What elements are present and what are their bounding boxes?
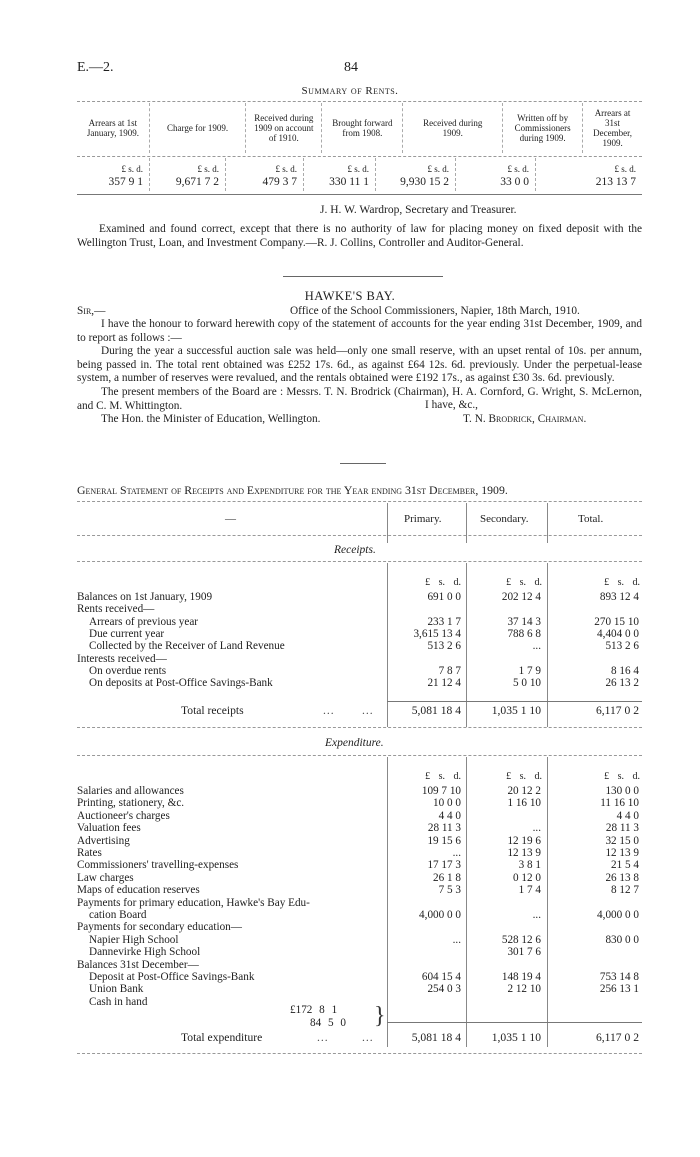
expenditure-label: Auctioneer's charges xyxy=(77,809,170,822)
receipts-label: Balances on 1st January, 1909 xyxy=(77,591,213,603)
expenditure-secondary-value: 528 12 6 xyxy=(501,933,541,946)
receipts-row xyxy=(77,677,642,690)
expenditure-primary-value: 19 15 6 xyxy=(427,834,461,847)
summary-value: 33 0 0 xyxy=(500,176,529,188)
receipts-units-secondary: £ s. d. xyxy=(506,577,542,588)
expenditure-secondary-value: 2 12 10 xyxy=(507,983,541,996)
receipts-row xyxy=(77,616,642,629)
expenditure-primary-value: 26 1 8 xyxy=(433,871,461,884)
expenditure-total-value: 21 5 4 xyxy=(611,859,639,872)
summary-value: 479 3 7 xyxy=(262,176,297,188)
expenditure-label: Printing, stationery, &c. xyxy=(77,797,185,810)
expenditure-total-value: 753 14 8 xyxy=(599,971,639,983)
expenditure-row xyxy=(77,797,642,810)
expenditure-total-secondary: 1,035 1 10 xyxy=(491,1031,541,1044)
expenditure-label: Maps of education reserves xyxy=(77,884,200,897)
receipts-primary-value: 691 0 0 xyxy=(427,591,461,603)
summary-unit: £ s. d. xyxy=(507,164,529,174)
receipts-label: Rents received— xyxy=(77,603,155,616)
expenditure-label: Commissioners' travelling-expenses xyxy=(77,859,239,872)
receipts-total-value: 270 15 10 xyxy=(594,615,639,628)
receipts-label: Collected by the Receiver of Land Revenue xyxy=(89,640,285,653)
letter-para-2: During the year a successful auction sale was held—only one small reserve, with an upset rental of 10s. per annum, being passed in. The total rent obtained was £252 17s. 6d., as against £64 12s. 6d. previously. Under the perpetual-lease system, a number of reserves were revalued, and the rentals obtained were £192 17s., as against £30 3s. 6d. previously. xyxy=(77,345,642,385)
expenditure-label: Cash in hand xyxy=(89,995,148,1008)
expenditure-primary-value: 7 5 3 xyxy=(438,884,461,897)
summary-unit: £ s. d. xyxy=(347,164,369,174)
expenditure-row xyxy=(77,847,642,860)
expenditure-row xyxy=(77,835,642,848)
receipts-row xyxy=(77,653,642,666)
expenditure-row xyxy=(77,785,642,798)
expenditure-row xyxy=(77,810,642,823)
expenditure-total-total: 6,117 0 2 xyxy=(595,1031,639,1044)
receipts-total-label: Total receipts xyxy=(181,704,244,717)
expenditure-total-primary: 5,081 18 4 xyxy=(411,1031,461,1044)
receipts-label: Interests received— xyxy=(77,652,167,665)
expenditure-row xyxy=(77,946,642,959)
summary-values-row xyxy=(77,176,642,188)
expenditure-heading: Expenditure. xyxy=(325,737,384,749)
expenditure-label: Union Bank xyxy=(89,983,144,996)
expenditure-total-value: 12 13 9 xyxy=(605,847,639,859)
expenditure-label: Dannevirke High School xyxy=(89,946,201,959)
receipts-total-value: 893 12 4 xyxy=(599,591,639,603)
receipts-row xyxy=(77,640,642,653)
expenditure-total-value: 11 16 10 xyxy=(600,797,639,810)
summary-col-received-1909: Received during 1909. xyxy=(402,103,502,153)
summary-value: 330 11 1 xyxy=(329,176,369,188)
receipts-total-value: 8 16 4 xyxy=(611,664,639,677)
receipts-row xyxy=(77,591,642,604)
expenditure-primary-value: 10 0 0 xyxy=(433,797,461,810)
expenditure-label: Law charges xyxy=(77,871,134,884)
letter-closing: I have, &c., xyxy=(425,399,479,411)
expenditure-units-total: £ s. d. xyxy=(604,771,640,782)
expenditure-primary-value: 4 4 0 xyxy=(438,809,461,822)
expenditure-total-value: 130 0 0 xyxy=(605,785,639,797)
expenditure-row xyxy=(77,859,642,872)
receipts-units-primary: £ s. d. xyxy=(425,577,461,588)
receipts-total-secondary: 1,035 1 10 xyxy=(491,704,541,717)
receipts-secondary-value: 788 6 8 xyxy=(507,627,541,640)
audit-note: Examined and found correct, except that there is no authority of law for placing money on fixed deposit with the Wellington Trust, Loan, and Investment Company.—R. J. Collins, Controller and Auditor-General. xyxy=(77,223,642,249)
summary-col-brought-forward: Brought forward from 1908. xyxy=(321,103,402,153)
receipts-primary-value: 21 12 4 xyxy=(427,677,461,690)
letter-para-3: The present members of the Board are : Messrs. T. N. Brodrick (Chairman), H. A. Cornford, G. Wright, S. McLernon, and C. M. Whittington. xyxy=(77,386,642,412)
expenditure-row xyxy=(77,884,642,897)
receipts-row xyxy=(77,665,642,678)
expenditure-primary-value: 4,000 0 0 xyxy=(419,909,461,921)
letter-office-line: Office of the School Commissioners, Napier, 18th March, 1910. xyxy=(290,305,580,317)
receipts-total-value: 513 2 6 xyxy=(605,640,639,653)
summary-unit: £ s. d. xyxy=(121,164,143,174)
expenditure-label: Balances 31st December— xyxy=(77,958,199,971)
expenditure-secondary-value: 12 13 9 xyxy=(507,847,541,859)
expenditure-secondary-value: 1 16 10 xyxy=(507,797,541,810)
expenditure-row xyxy=(77,872,642,885)
receipts-label: Due current year xyxy=(89,627,165,640)
expenditure-label: Payments for primary education, Hawke's Bay Edu- xyxy=(77,896,310,909)
expenditure-total-value: 32 15 0 xyxy=(605,834,639,847)
expenditure-row xyxy=(77,909,642,922)
expenditure-primary-value: ... xyxy=(452,933,461,946)
summary-value: 213 13 7 xyxy=(595,176,636,188)
expenditure-total-value: 830 0 0 xyxy=(605,933,639,946)
expenditure-total-value: 8 12 7 xyxy=(611,884,639,897)
letter-salutation: Sir,— xyxy=(77,305,106,317)
expenditure-row xyxy=(77,983,642,996)
summary-value: 9,930 15 2 xyxy=(400,176,449,188)
col-total: Total. xyxy=(578,513,604,525)
page-code: E.—2. xyxy=(77,60,114,75)
letter-heading: HAWKE'S BAY. xyxy=(304,289,396,303)
summary-unit: £ s. d. xyxy=(275,164,297,174)
col-secondary: Secondary. xyxy=(480,513,529,525)
receipts-units-total: £ s. d. xyxy=(604,577,640,588)
summary-col-received-1910: Received during 1909 on account of 1910. xyxy=(245,103,321,153)
expenditure-label: Advertising xyxy=(77,834,130,847)
expenditure-secondary-value: 301 7 6 xyxy=(507,946,541,959)
col-primary: Primary. xyxy=(404,513,442,525)
col-blank: — xyxy=(225,513,236,525)
receipts-label: On deposits at Post-Office Savings-Bank xyxy=(89,677,273,690)
expenditure-total-value: 256 13 1 xyxy=(599,983,639,996)
summary-title: Summary of Rents. xyxy=(301,85,399,97)
receipts-label: Arrears of previous year xyxy=(89,615,199,628)
summary-signature: J. H. W. Wardrop, Secretary and Treasurer. xyxy=(320,204,517,216)
expenditure-label: Salaries and allowances xyxy=(77,785,184,797)
expenditure-label: cation Board xyxy=(89,909,147,921)
expenditure-primary-value: 604 15 4 xyxy=(421,971,461,983)
expenditure-row xyxy=(77,822,642,835)
expenditure-secondary-value: ... xyxy=(532,822,541,835)
summary-unit: £ s. d. xyxy=(614,164,636,174)
expenditure-secondary-value: 12 19 6 xyxy=(507,834,541,847)
expenditure-secondary-value: ... xyxy=(532,909,541,921)
expenditure-secondary-value: 1 7 4 xyxy=(518,884,541,897)
expenditure-total-row: Total expenditure ... ... 5,081 18 4 1,035 1 10 6,117 0 2 xyxy=(181,1031,639,1044)
receipts-secondary-value: 37 14 3 xyxy=(507,615,541,628)
cash-brace: } xyxy=(374,1003,386,1029)
expenditure-row xyxy=(77,897,642,910)
cash-in-hand-amount: 84 5 0 xyxy=(310,1017,346,1029)
expenditure-row xyxy=(77,921,642,934)
expenditure-label: Valuation fees xyxy=(77,822,141,835)
expenditure-primary-value: 28 11 3 xyxy=(427,822,461,835)
summary-col-arrears-dec: Arrears at 31st December, 1909. xyxy=(582,103,642,153)
receipts-secondary-value: 202 12 4 xyxy=(501,591,541,603)
expenditure-label: Rates xyxy=(77,847,102,859)
summary-unit: £ s. d. xyxy=(427,164,449,174)
receipts-total-row: Total receipts ... ... 5,081 18 4 1,035 1 10 6,117 0 2 xyxy=(181,704,639,717)
expenditure-primary-value: 109 7 10 xyxy=(421,785,461,797)
expenditure-secondary-value: 148 19 4 xyxy=(501,971,541,983)
summary-col-arrears-jan: Arrears at 1st January, 1909. xyxy=(86,118,139,138)
receipts-total-value: 26 13 2 xyxy=(605,677,639,690)
expenditure-total-value: 26 13 8 xyxy=(605,871,639,884)
expenditure-total-value: 28 11 3 xyxy=(605,822,639,835)
expenditure-row xyxy=(77,959,642,972)
expenditure-row xyxy=(77,971,642,984)
summary-col-written-off: Written off by Commissioners during 1909. xyxy=(502,103,582,153)
summary-table xyxy=(77,103,642,153)
receipts-row xyxy=(77,603,642,616)
receipts-row xyxy=(77,628,642,641)
expenditure-row xyxy=(77,934,642,947)
expenditure-primary-value: ... xyxy=(452,847,461,859)
receipts-heading: Receipts. xyxy=(334,544,376,556)
expenditure-units-secondary: £ s. d. xyxy=(506,771,542,782)
expenditure-label: Payments for secondary education— xyxy=(77,921,242,934)
receipts-total-primary: 5,081 18 4 xyxy=(411,704,461,717)
summary-col-charge: Charge for 1909. xyxy=(149,103,245,153)
expenditure-secondary-value: 0 12 0 xyxy=(513,871,541,884)
expenditure-total-value: 4,000 0 0 xyxy=(597,909,639,921)
union-bank-amount: £172 8 1 xyxy=(290,1004,338,1016)
receipts-total-total: 6,117 0 2 xyxy=(595,704,639,717)
receipts-primary-value: 3,615 13 4 xyxy=(413,627,461,640)
letter-signatory: T. N. Brodrick, Chairman. xyxy=(463,413,587,425)
expenditure-primary-value: 17 17 3 xyxy=(427,859,461,872)
page-number: 84 xyxy=(344,60,358,75)
letter-para-1: I have the honour to forward herewith copy of the statement of accounts for the year ending 31st December, 1909, and to report as follows :— xyxy=(77,318,642,344)
summary-units-row xyxy=(77,164,642,174)
summary-unit: £ s. d. xyxy=(197,164,219,174)
expenditure-row xyxy=(77,996,642,1009)
receipts-secondary-value: ... xyxy=(532,640,541,653)
statement-title: General Statement of Receipts and Expenditure for the Year ending 31st December, 1909. xyxy=(77,483,508,497)
letter-addressee: The Hon. the Minister of Education, Wellington. xyxy=(101,413,321,425)
expenditure-total-value: 4 4 0 xyxy=(616,809,639,822)
receipts-primary-value: 233 1 7 xyxy=(427,615,461,628)
summary-value: 357 9 1 xyxy=(108,176,143,188)
receipts-primary-value: 513 2 6 xyxy=(427,640,461,653)
summary-value: 9,671 7 2 xyxy=(175,176,219,188)
receipts-primary-value: 7 8 7 xyxy=(438,664,461,677)
expenditure-secondary-value: 20 12 2 xyxy=(507,785,541,797)
expenditure-label: Napier High School xyxy=(89,933,179,946)
expenditure-secondary-value: 3 8 1 xyxy=(518,859,541,872)
receipts-secondary-value: 1 7 9 xyxy=(518,664,541,677)
receipts-total-value: 4,404 0 0 xyxy=(597,627,639,640)
receipts-label: On overdue rents xyxy=(89,664,167,677)
expenditure-primary-value: 254 0 3 xyxy=(427,983,461,996)
expenditure-label: Deposit at Post-Office Savings-Bank xyxy=(89,971,255,983)
receipts-secondary-value: 5 0 10 xyxy=(513,677,541,690)
expenditure-units-primary: £ s. d. xyxy=(425,771,461,782)
expenditure-total-label: Total expenditure xyxy=(181,1031,263,1044)
